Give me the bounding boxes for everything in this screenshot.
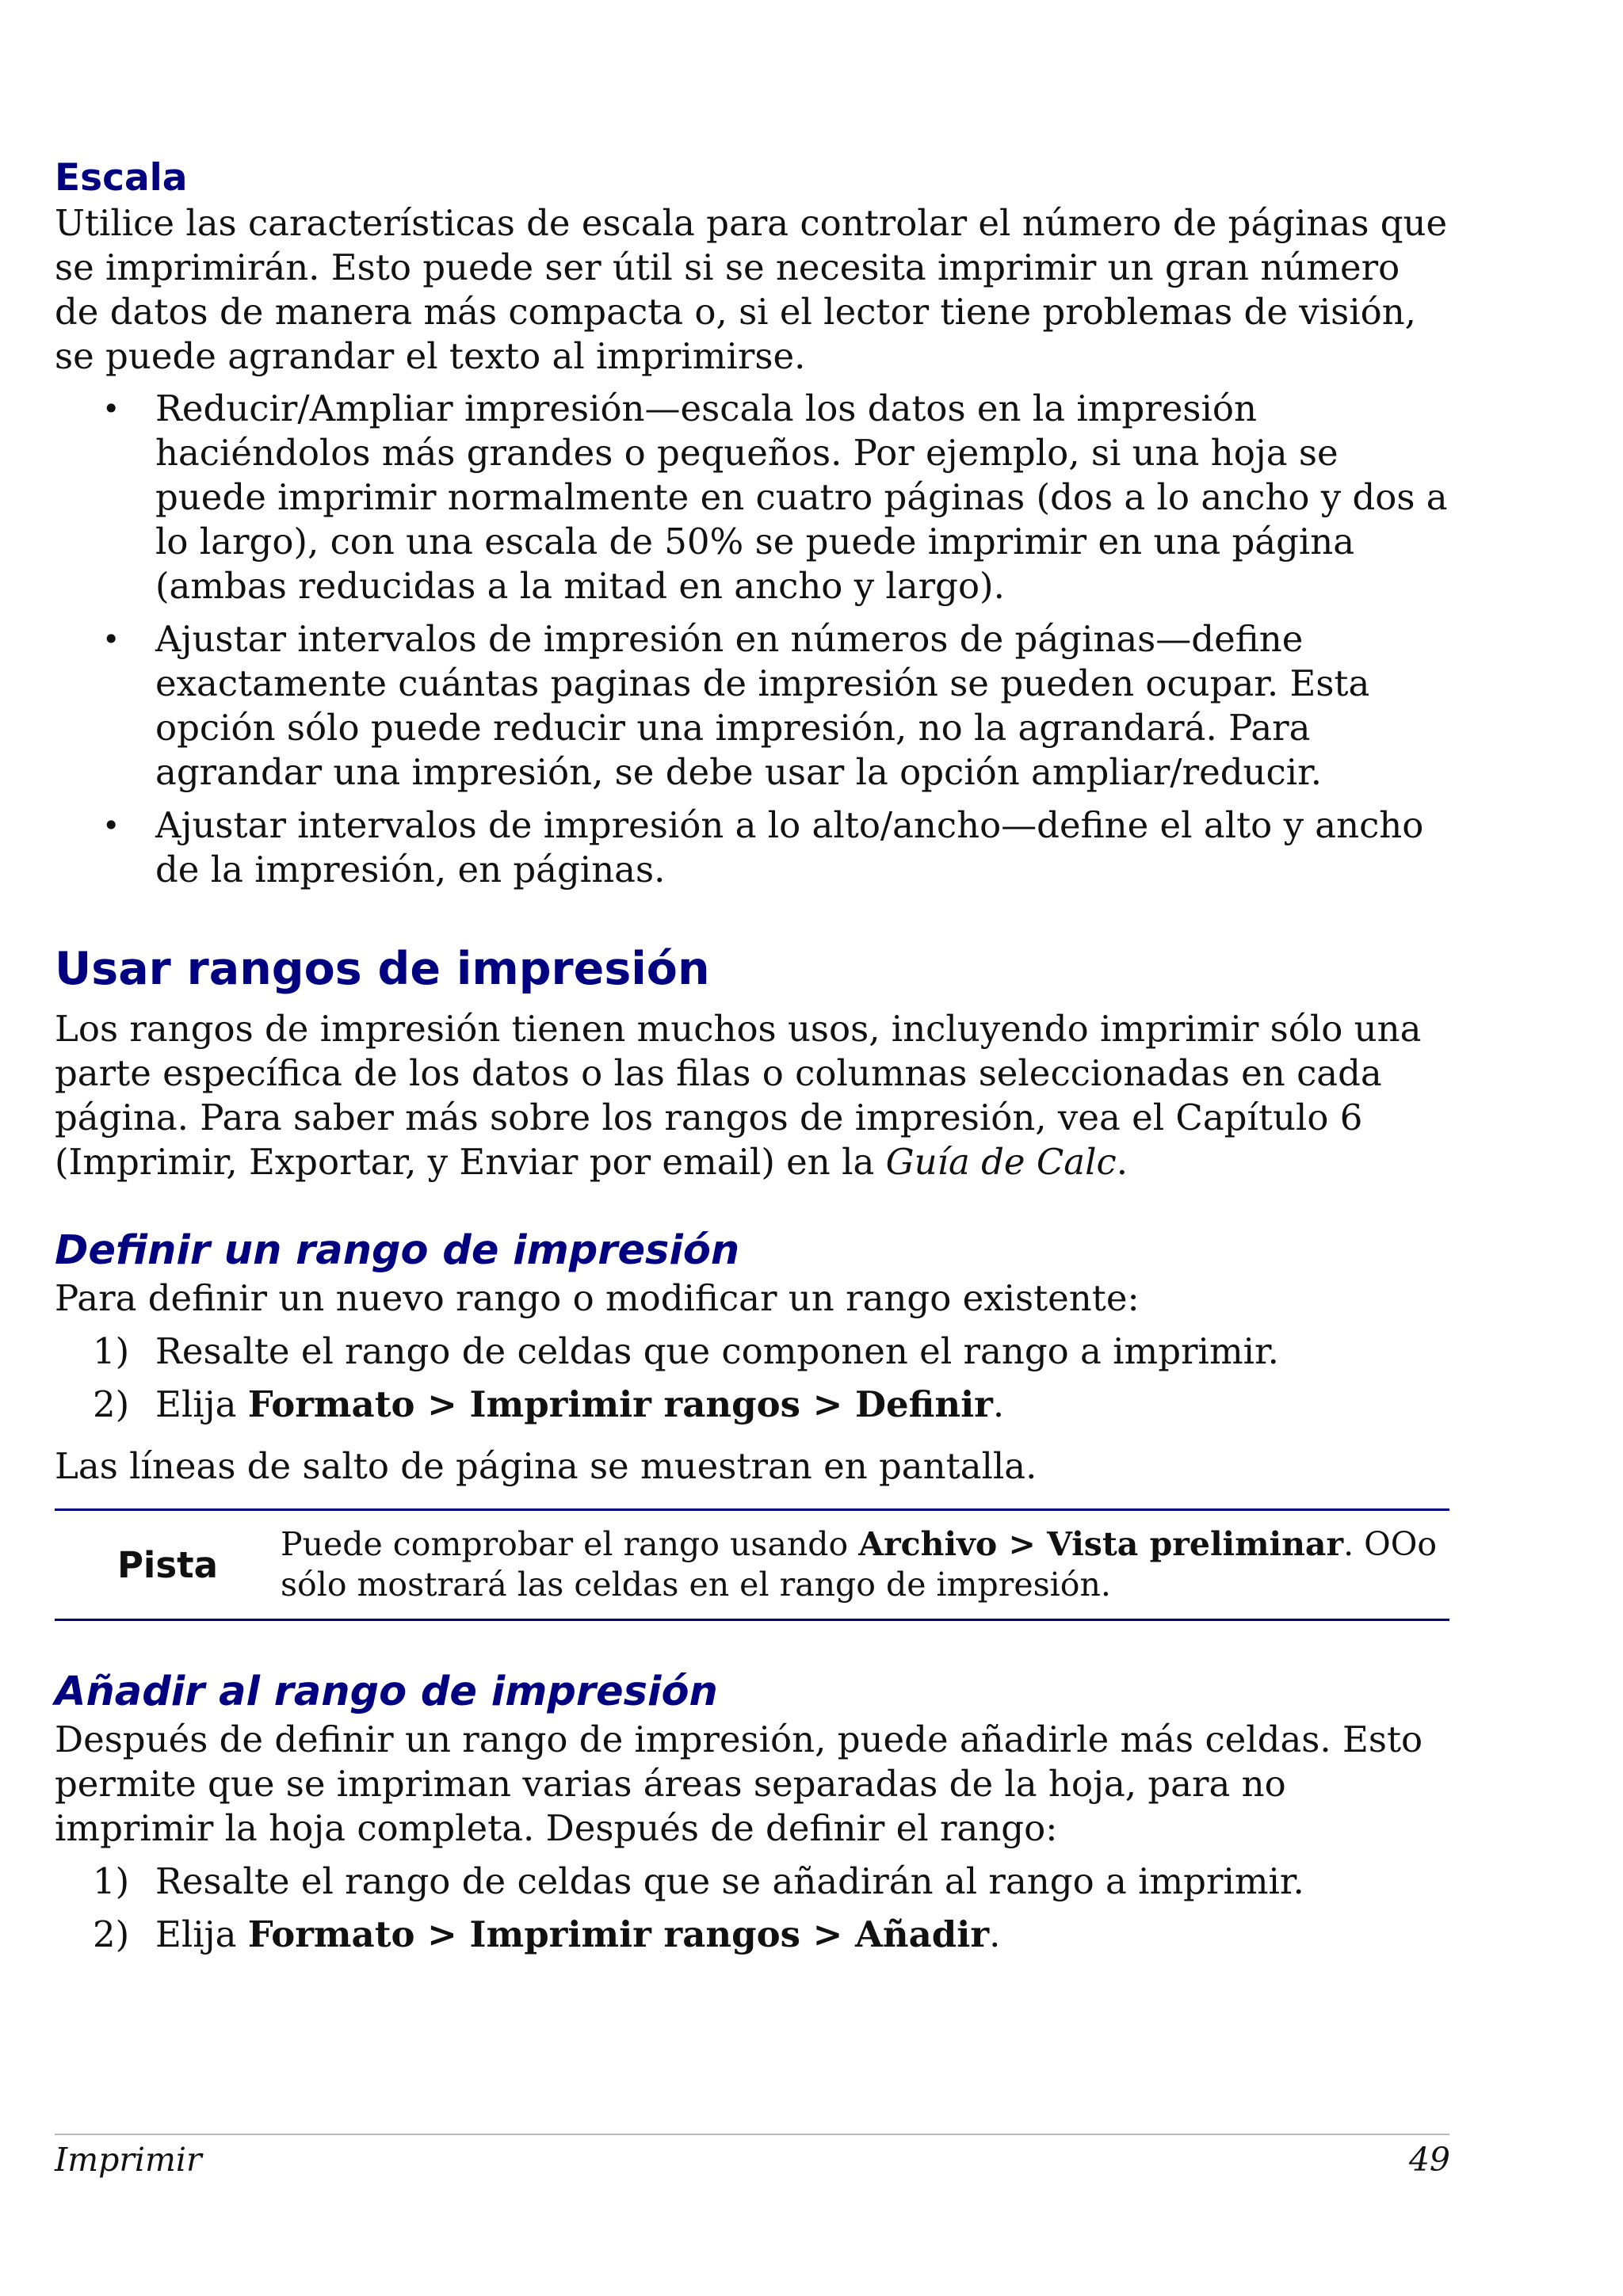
usar-paragraph-italic: Guía de Calc: [885, 1141, 1117, 1183]
list-item: [55, 1913, 1449, 1957]
step-number: 1): [93, 1860, 130, 1902]
list-item: [55, 803, 1449, 892]
list-item: [55, 1383, 1449, 1427]
step-text-prefix: Elija: [155, 1913, 248, 1955]
list-item: [55, 387, 1449, 608]
anadir-steps: [55, 1859, 1449, 1957]
anadir-paragraph: Después de definir un rango de impresión, puede añadirle más celdas. Esto permite que se impriman varias áreas separadas de la hoja, para no imprimir la hoja completa. Después de definir el rango:: [55, 1718, 1423, 1849]
tip-text: [281, 1524, 1449, 1605]
page-content: [55, 152, 1449, 1957]
step-text: Resalte el rango de celdas que se añadirán al rango a imprimir.: [155, 1860, 1304, 1902]
escala-bullet-list: [55, 387, 1449, 892]
bullet-icon: •: [102, 808, 120, 843]
bullet-text: Ajustar intervalos de impresión en números de páginas—define exactamente cuántas paginas de impresión se pueden ocupar. Esta opción sólo puede reducir una impresión, no la agrandará. Para agrandar una impresión, se debe usar la opción ampliar/reducir.: [155, 618, 1370, 793]
footer-page-number: 49: [1408, 2141, 1450, 2179]
step-text-prefix: Elija: [155, 1383, 248, 1425]
footer-chapter-title: Imprimir: [55, 2141, 202, 2179]
list-item: [55, 617, 1449, 795]
step-number: 2): [93, 1913, 130, 1955]
step-text-suffix: .: [989, 1913, 1001, 1955]
step-number: 2): [93, 1383, 130, 1425]
definir-intro: Para definir un nuevo rango o modificar un rango existente:: [55, 1277, 1140, 1319]
definir-steps: [55, 1329, 1449, 1427]
tip-label: Pista: [116, 1543, 219, 1586]
bullet-text: Ajustar intervalos de impresión a lo alto/ancho—define el alto y ancho de la impresión, en páginas.: [155, 804, 1424, 891]
step-text: [155, 1913, 1000, 1955]
tip-text-prefix: Puede comprobar el rango usando: [281, 1525, 859, 1563]
list-item: [55, 1329, 1449, 1374]
step-text-suffix: .: [992, 1383, 1005, 1425]
section-heading-usar-rangos: Usar rangos de impresión: [55, 943, 710, 995]
list-item: [55, 1859, 1449, 1904]
section-heading-escala: Escala: [55, 156, 188, 200]
usar-paragraph-end: .: [1116, 1141, 1128, 1183]
footer-divider: [55, 2134, 1449, 2135]
usar-paragraph-text: Los rangos de impresión tienen muchos usos, incluyendo imprimir sólo una parte específica de los datos o las filas o columnas seleccionadas en cada página. Para saber más sobre los rangos de impresión, vea el Capítulo 6 (Imprimir, Exportar, y Enviar por email) en la: [55, 1008, 1422, 1183]
bullet-icon: •: [102, 622, 120, 657]
step-number: 1): [93, 1330, 130, 1372]
bullet-icon: •: [102, 391, 120, 426]
tip-menu-path: Archivo > Vista preliminar: [858, 1525, 1344, 1563]
menu-path: Formato > Imprimir rangos > Añadir: [247, 1913, 990, 1955]
step-text: Resalte el rango de celdas que componen el rango a imprimir.: [155, 1330, 1279, 1372]
bullet-text: Reducir/Ampliar impresión—escala los datos en la impresión haciéndolos más grandes o pequeños. Por ejemplo, si una hoja se puede imprimir normalmente en cuatro páginas (dos a lo ancho y dos a lo largo), con una escala de 50% se puede imprimir en una página (ambas reducidas a la mitad en ancho y largo).: [155, 387, 1448, 607]
definir-after: Las líneas de salto de página se muestran en pantalla.: [55, 1445, 1037, 1487]
menu-path: Formato > Imprimir rangos > Definir: [247, 1383, 993, 1425]
tip-box: [55, 1508, 1449, 1621]
usar-paragraph: [55, 1007, 1449, 1184]
section-heading-anadir: Añadir al rango de impresión: [55, 1669, 718, 1715]
section-heading-definir: Definir un rango de impresión: [55, 1227, 740, 1274]
escala-paragraph: Utilice las características de escala para controlar el número de páginas que se imprimirán. Esto puede ser útil si se necesita imprimir un gran número de datos de manera más compacta o, si el lector tiene problemas de visión, se puede agrandar el texto al imprimirse.: [55, 202, 1448, 377]
step-text: [155, 1383, 1004, 1425]
tip-text-suffix: . OOo sólo mostrará las celdas en el rango de impresión.: [281, 1525, 1438, 1604]
